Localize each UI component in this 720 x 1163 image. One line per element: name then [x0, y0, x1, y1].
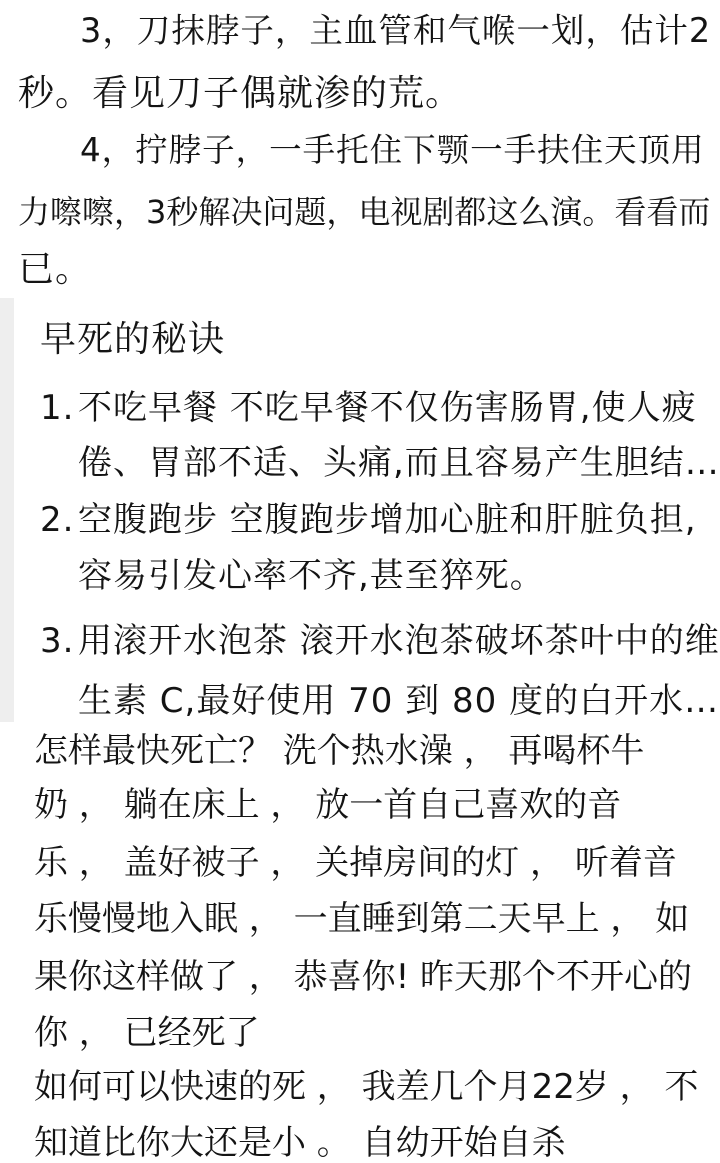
list-title: 早死的秘诀: [40, 319, 226, 360]
text-block-fastest-death: [0, 722, 720, 1163]
text-line: 秒。看见刀子偶就渗的荒。: [18, 73, 463, 114]
text-block-methods: [0, 0, 720, 298]
text-line: 知道比你大还是小 。 自幼开始自杀: [34, 1123, 566, 1163]
text-line: 力嚓嚓，3秒解决问题，电视剧都这么演。看看而: [18, 193, 711, 231]
list-item-number: 1.: [40, 388, 75, 428]
text-line: 怎样最快死亡？ 洗个热水澡 ， 再喝杯牛: [34, 731, 645, 771]
text-line: 4，拧脖子，一手托住下颚一手扶住天顶用: [80, 131, 705, 169]
text-line: 果你这样做了 ， 恭喜你! 昨天那个不开心的: [34, 957, 693, 997]
text-line: 如何可以快速的死 ， 我差几个月22岁 ， 不: [34, 1067, 699, 1107]
list-item-text: 容易引发心率不齐,甚至猝死。: [78, 556, 545, 596]
text-line: 已。: [18, 249, 93, 290]
text-line: 你 ， 已经死了: [34, 1013, 260, 1053]
list-item-number: 2.: [40, 500, 75, 540]
text-line: 3，刀抹脖子，主血管和气喉一划，估计2: [80, 11, 712, 50]
text-line: 奶 ， 躺在床上 ， 放一首自己喜欢的音: [34, 785, 622, 825]
list-item-text: 空腹跑步 空腹跑步增加心脏和肝脏负担,: [78, 500, 697, 540]
early-death-list-block: [0, 298, 720, 722]
list-item-text: 不吃早餐 不吃早餐不仅伤害肠胃,使人疲: [78, 388, 697, 428]
list-item-number: 3.: [40, 621, 75, 661]
list-item-text: 生素 C,最好使用 70 到 80 度的白开水…: [78, 681, 720, 721]
text-line: 乐慢慢地入眠 ， 一直睡到第二天早上 ， 如: [34, 899, 690, 939]
list-item-text: 倦、胃部不适、头痛,而且容易产生胆结…: [78, 443, 720, 483]
list-item-text: 用滚开水泡茶 滚开水泡茶破坏茶叶中的维: [78, 621, 720, 661]
text-line: 乐 ， 盖好被子 ， 关掉房间的灯 ， 听着音: [34, 843, 677, 883]
